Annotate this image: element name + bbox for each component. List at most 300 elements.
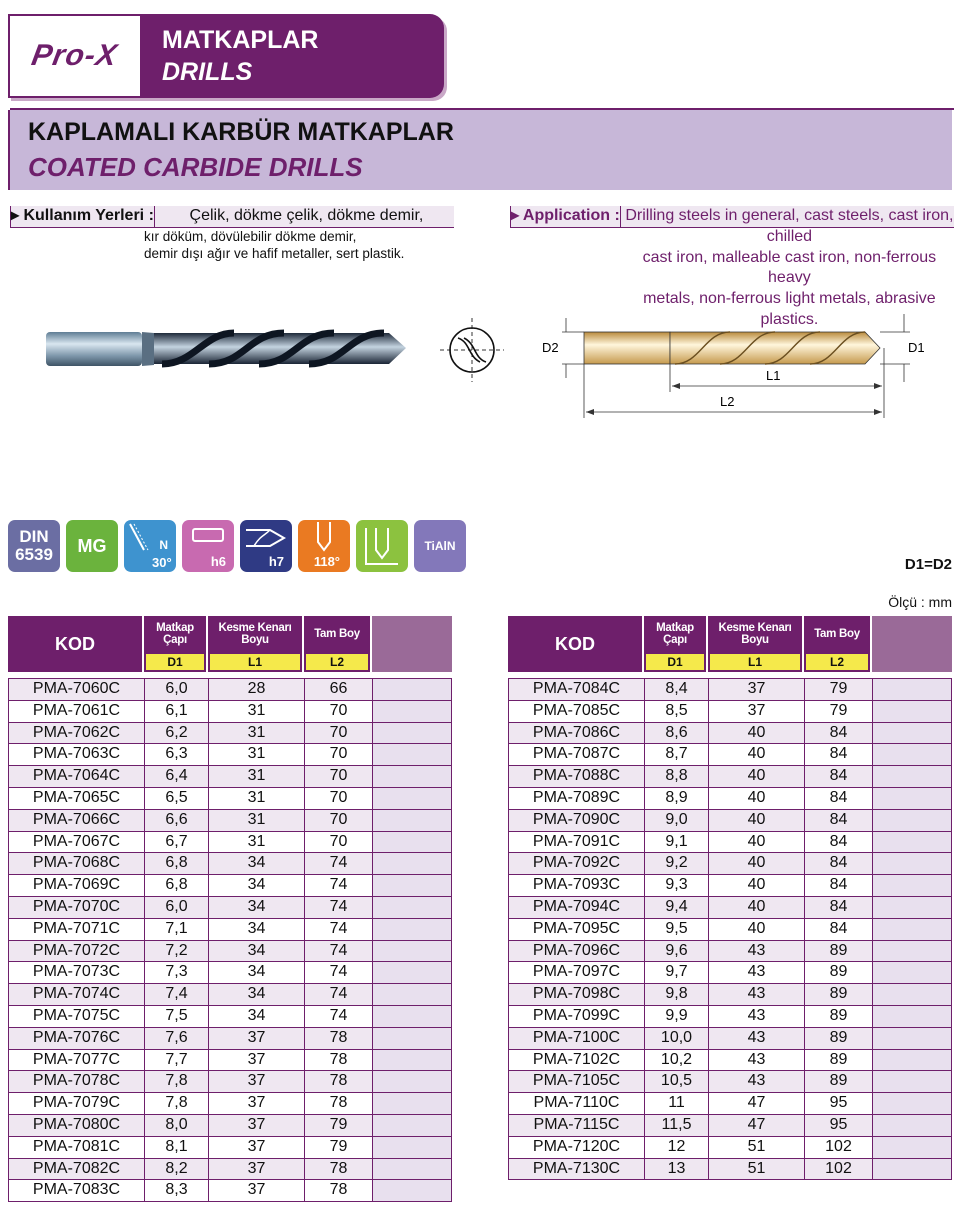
cell-kod: PMA-7063C	[8, 744, 144, 765]
cell-kod: PMA-7098C	[508, 984, 644, 1005]
cell-l2: 79	[304, 1115, 372, 1136]
cell-extra	[372, 766, 452, 787]
cell-l2: 102	[804, 1137, 872, 1158]
usage-tr-label: ▸ Kullanım Yerleri :	[10, 206, 154, 227]
table-header	[8, 616, 452, 672]
cell-kod: PMA-7102C	[508, 1050, 644, 1071]
cell-l2: 89	[804, 962, 872, 983]
cell-l1: 37	[208, 1093, 304, 1114]
cell-d1: 8,5	[644, 701, 708, 722]
table-row	[8, 766, 452, 788]
cell-extra	[872, 1115, 952, 1136]
table-row	[8, 1071, 452, 1093]
header-l1-symbol: L1	[210, 654, 300, 670]
diameter-equality: D1=D2	[904, 556, 952, 573]
cell-kod: PMA-7080C	[8, 1115, 144, 1136]
cell-d1: 7,3	[144, 962, 208, 983]
cell-l2: 89	[804, 1006, 872, 1027]
cell-l2: 95	[804, 1093, 872, 1114]
cell-extra	[372, 919, 452, 940]
cell-l1: 40	[708, 810, 804, 831]
diameter-tolerance-icon	[240, 520, 292, 572]
header-l2-symbol: L2	[806, 654, 868, 670]
cell-extra	[872, 1050, 952, 1071]
cell-l1: 37	[708, 701, 804, 722]
cell-kod: PMA-7087C	[508, 744, 644, 765]
cell-kod: PMA-7105C	[508, 1071, 644, 1092]
table-row	[508, 1159, 952, 1181]
cell-d1: 7,4	[144, 984, 208, 1005]
cell-l2: 70	[304, 701, 372, 722]
table-row	[508, 1115, 952, 1137]
cell-extra	[872, 1137, 952, 1158]
header-l2-symbol: L2	[306, 654, 368, 670]
cell-d1: 8,2	[144, 1159, 208, 1180]
cell-kod: PMA-7090C	[508, 810, 644, 831]
cell-extra	[372, 744, 452, 765]
unit-label: Ölçü : mm	[888, 594, 952, 610]
cell-extra	[372, 701, 452, 722]
mg-grade-icon	[66, 520, 118, 572]
cell-l1: 37	[208, 1180, 304, 1201]
cell-l1: 31	[208, 788, 304, 809]
cell-d1: 6,8	[144, 875, 208, 896]
cell-l1: 47	[708, 1093, 804, 1114]
table-row	[508, 701, 952, 723]
l1-label: L1	[766, 368, 781, 383]
cell-extra	[872, 701, 952, 722]
cell-kod: PMA-7100C	[508, 1028, 644, 1049]
header-l2-title: Tam Boy	[314, 628, 360, 640]
cell-extra	[872, 962, 952, 983]
cell-l1: 43	[708, 984, 804, 1005]
cell-kod: PMA-7096C	[508, 941, 644, 962]
cell-l1: 40	[708, 766, 804, 787]
cell-l2: 74	[304, 984, 372, 1005]
cell-kod: PMA-7064C	[8, 766, 144, 787]
cell-l1: 51	[708, 1137, 804, 1158]
cell-l2: 84	[804, 744, 872, 765]
cell-d1: 9,5	[644, 919, 708, 940]
cell-d1: 6,7	[144, 832, 208, 853]
header-l2	[804, 616, 870, 672]
cell-extra	[872, 1071, 952, 1092]
cell-kod: PMA-7097C	[508, 962, 644, 983]
cell-kod: PMA-7082C	[8, 1159, 144, 1180]
cell-d1: 9,0	[644, 810, 708, 831]
header-extra	[372, 616, 452, 672]
table-row	[508, 679, 952, 701]
cell-kod: PMA-7065C	[8, 788, 144, 809]
cell-kod: PMA-7070C	[8, 897, 144, 918]
product-table-right	[508, 616, 952, 1180]
table-row	[8, 1050, 452, 1072]
cell-kod: PMA-7130C	[508, 1159, 644, 1180]
usage-tr-line: kır döküm, dövülebilir dökme demir,	[144, 228, 357, 244]
cell-extra	[872, 766, 952, 787]
header-l2	[304, 616, 370, 672]
cell-kod: PMA-7083C	[8, 1180, 144, 1201]
product-table-left	[8, 616, 452, 1202]
cell-d1: 13	[644, 1159, 708, 1180]
table-row	[8, 1137, 452, 1159]
cell-l1: 34	[208, 897, 304, 918]
header-l1-title: Kesme Kenarı Boyu	[218, 622, 292, 646]
cell-l1: 40	[708, 875, 804, 896]
header-d1-symbol: D1	[146, 654, 204, 670]
cell-kod: PMA-7110C	[508, 1093, 644, 1114]
cell-l2: 84	[804, 766, 872, 787]
usage-en-line: cast iron, malleable cast iron, non-ferrous heavy	[642, 248, 937, 287]
cell-l1: 31	[208, 701, 304, 722]
cell-extra	[372, 1028, 452, 1049]
cell-extra	[372, 941, 452, 962]
table-row	[8, 744, 452, 766]
table-row	[8, 1028, 452, 1050]
cell-l2: 74	[304, 962, 372, 983]
point-angle: 118°	[313, 554, 340, 569]
table-row	[508, 832, 952, 854]
cell-l2: 74	[304, 1006, 372, 1027]
header-d1-title: Matkap Çapı	[656, 622, 694, 646]
cell-d1: 7,5	[144, 1006, 208, 1027]
cell-l1: 43	[708, 962, 804, 983]
cell-kod: PMA-7115C	[508, 1115, 644, 1136]
cell-l1: 40	[708, 853, 804, 874]
cell-d1: 7,8	[144, 1071, 208, 1092]
cell-extra	[372, 853, 452, 874]
cell-l2: 84	[804, 853, 872, 874]
cell-l2: 84	[804, 875, 872, 896]
cell-extra	[872, 810, 952, 831]
table-row	[8, 1093, 452, 1115]
header-extra	[872, 616, 952, 672]
cell-extra	[372, 679, 452, 700]
cell-kod: PMA-7088C	[508, 766, 644, 787]
table-row	[508, 1050, 952, 1072]
cell-l2: 79	[304, 1137, 372, 1158]
cell-l1: 43	[708, 1071, 804, 1092]
category-title-tr: MATKAPLAR	[162, 26, 319, 54]
cell-kod: PMA-7095C	[508, 919, 644, 940]
cell-l1: 37	[208, 1071, 304, 1092]
cell-extra	[872, 832, 952, 853]
cell-l1: 37	[708, 679, 804, 700]
cell-l1: 51	[708, 1159, 804, 1180]
cell-d1: 9,4	[644, 897, 708, 918]
cell-extra	[872, 1093, 952, 1114]
cell-kod: PMA-7089C	[508, 788, 644, 809]
cell-d1: 10,2	[644, 1050, 708, 1071]
table-row	[508, 941, 952, 963]
cell-kod: PMA-7091C	[508, 832, 644, 853]
cell-kod: PMA-7068C	[8, 853, 144, 874]
cell-extra	[372, 1115, 452, 1136]
cell-l1: 43	[708, 1006, 804, 1027]
table-row	[8, 875, 452, 897]
cell-kod: PMA-7079C	[8, 1093, 144, 1114]
cell-d1: 8,3	[144, 1180, 208, 1201]
helix-letter: N	[159, 538, 168, 552]
cell-d1: 10,0	[644, 1028, 708, 1049]
cell-extra	[872, 1006, 952, 1027]
cell-d1: 6,2	[144, 723, 208, 744]
cell-extra	[372, 832, 452, 853]
cell-extra	[872, 679, 952, 700]
table-row	[8, 1006, 452, 1028]
cell-l2: 70	[304, 788, 372, 809]
cell-l1: 40	[708, 723, 804, 744]
cell-l2: 78	[304, 1093, 372, 1114]
cell-l2: 102	[804, 1159, 872, 1180]
table-row	[8, 723, 452, 745]
table-row	[508, 919, 952, 941]
cell-l2: 70	[304, 766, 372, 787]
cell-l2: 95	[804, 1115, 872, 1136]
cell-kod: PMA-7062C	[8, 723, 144, 744]
cell-kod: PMA-7081C	[8, 1137, 144, 1158]
cell-l2: 78	[304, 1180, 372, 1201]
cell-kod: PMA-7073C	[8, 962, 144, 983]
d1-label: D1	[908, 340, 925, 355]
table-row	[8, 788, 452, 810]
helix-angle: 30°	[152, 555, 172, 570]
hole-geometry-icon	[356, 520, 408, 572]
header-d1-symbol: D1	[646, 654, 704, 670]
cell-kod: PMA-7076C	[8, 1028, 144, 1049]
cell-l2: 78	[304, 1050, 372, 1071]
cell-kod: PMA-7099C	[508, 1006, 644, 1027]
cell-extra	[872, 875, 952, 896]
cell-l2: 89	[804, 1050, 872, 1071]
cell-extra	[372, 1180, 452, 1201]
cell-extra	[872, 1159, 952, 1180]
cell-l1: 47	[708, 1115, 804, 1136]
usage-en-line: metals, non-ferrous light metals, abrasive plastics.	[643, 290, 936, 328]
usage-en-label: ▸ Application :	[510, 206, 620, 227]
cell-l2: 74	[304, 853, 372, 874]
table-row	[8, 919, 452, 941]
cell-extra	[372, 810, 452, 831]
cell-extra	[872, 941, 952, 962]
section-title-en: COATED CARBIDE DRILLS	[28, 152, 363, 182]
cell-l1: 40	[708, 788, 804, 809]
cell-d1: 6,0	[144, 897, 208, 918]
cell-d1: 9,8	[644, 984, 708, 1005]
cell-l1: 40	[708, 832, 804, 853]
cell-l1: 34	[208, 962, 304, 983]
cell-l2: 79	[804, 701, 872, 722]
brand-header	[8, 14, 444, 98]
table-row	[508, 766, 952, 788]
table-row	[8, 810, 452, 832]
cell-extra	[372, 1071, 452, 1092]
cell-extra	[372, 1159, 452, 1180]
cell-l2: 74	[304, 941, 372, 962]
cell-l1: 31	[208, 744, 304, 765]
cell-d1: 8,8	[644, 766, 708, 787]
cell-l2: 66	[304, 679, 372, 700]
cell-l2: 70	[304, 832, 372, 853]
section-title-tr: KAPLAMALI KARBÜR MATKAPLAR	[28, 118, 454, 146]
cell-l1: 31	[208, 723, 304, 744]
cell-d1: 6,5	[144, 788, 208, 809]
cell-extra	[872, 788, 952, 809]
table-row	[508, 723, 952, 745]
cell-l1: 37	[208, 1137, 304, 1158]
l2-label: L2	[720, 394, 735, 409]
cell-d1: 8,6	[644, 723, 708, 744]
cell-l2: 70	[304, 744, 372, 765]
cell-l2: 84	[804, 919, 872, 940]
cell-extra	[372, 1050, 452, 1071]
table-row	[8, 897, 452, 919]
cell-d1: 6,3	[144, 744, 208, 765]
cell-d1: 8,4	[644, 679, 708, 700]
section-band	[8, 110, 952, 190]
cell-l1: 31	[208, 766, 304, 787]
cell-d1: 9,3	[644, 875, 708, 896]
cell-l2: 70	[304, 723, 372, 744]
table-row	[8, 1180, 452, 1202]
cell-kod: PMA-7075C	[8, 1006, 144, 1027]
cell-extra	[372, 1093, 452, 1114]
usage-en	[510, 206, 958, 328]
technical-drawing	[540, 300, 952, 430]
table-row	[508, 897, 952, 919]
coating-label: TiAlN	[424, 539, 456, 553]
cell-l2: 89	[804, 941, 872, 962]
cell-kod: PMA-7092C	[508, 853, 644, 874]
table-row	[508, 962, 952, 984]
helix-angle-icon	[124, 520, 176, 572]
header-l2-title: Tam Boy	[814, 628, 860, 640]
cell-d1: 8,1	[144, 1137, 208, 1158]
cell-l2: 74	[304, 875, 372, 896]
cell-l2: 70	[304, 810, 372, 831]
cell-l1: 43	[708, 1050, 804, 1071]
table-row	[8, 1159, 452, 1181]
brand-logo	[8, 14, 142, 98]
table-row	[508, 788, 952, 810]
cell-kod: PMA-7066C	[8, 810, 144, 831]
table-body	[508, 678, 952, 1180]
shank-tolerance: h6	[210, 554, 226, 569]
category-title-en: DRILLS	[162, 58, 253, 86]
usage-en-line: Drilling steels in general, cast steels, cast iron, chilled	[625, 207, 954, 245]
cell-extra	[872, 744, 952, 765]
table-row	[8, 984, 452, 1006]
cell-d1: 8,0	[144, 1115, 208, 1136]
cell-extra	[372, 875, 452, 896]
cell-d1: 9,7	[644, 962, 708, 983]
table-row	[508, 875, 952, 897]
cell-l1: 37	[208, 1050, 304, 1071]
cell-l1: 37	[208, 1159, 304, 1180]
cell-d1: 8,7	[644, 744, 708, 765]
cell-l2: 79	[804, 679, 872, 700]
cell-d1: 12	[644, 1137, 708, 1158]
header-l1	[208, 616, 302, 672]
cell-d1: 7,8	[144, 1093, 208, 1114]
cell-kod: PMA-7094C	[508, 897, 644, 918]
cell-d1: 9,6	[644, 941, 708, 962]
diameter-tolerance: h7	[268, 554, 284, 569]
coating-icon	[414, 520, 466, 572]
cell-l1: 34	[208, 919, 304, 940]
cell-d1: 6,4	[144, 766, 208, 787]
cell-extra	[872, 919, 952, 940]
cell-d1: 9,2	[644, 853, 708, 874]
mg-label: MG	[77, 535, 107, 556]
cell-l2: 89	[804, 1071, 872, 1092]
cell-extra	[872, 984, 952, 1005]
header-d1-title: Matkap Çapı	[156, 622, 194, 646]
table-row	[8, 679, 452, 701]
cell-d1: 7,7	[144, 1050, 208, 1071]
cell-kod: PMA-7067C	[8, 832, 144, 853]
cell-kod: PMA-7069C	[8, 875, 144, 896]
header-d1	[144, 616, 206, 672]
table-row	[508, 984, 952, 1006]
cell-d1: 9,1	[644, 832, 708, 853]
cell-kod: PMA-7072C	[8, 941, 144, 962]
cell-d1: 7,6	[144, 1028, 208, 1049]
cell-l2: 84	[804, 788, 872, 809]
cell-l1: 34	[208, 875, 304, 896]
cell-l1: 40	[708, 897, 804, 918]
cell-l1: 34	[208, 853, 304, 874]
table-row	[8, 701, 452, 723]
cell-kod: PMA-7078C	[8, 1071, 144, 1092]
header-kod: KOD	[555, 633, 595, 654]
cell-l2: 84	[804, 897, 872, 918]
cell-extra	[372, 962, 452, 983]
cross-section-icon	[440, 318, 504, 382]
header-l1	[708, 616, 802, 672]
cell-extra	[872, 1028, 952, 1049]
cell-extra	[372, 1137, 452, 1158]
cell-l1: 37	[208, 1115, 304, 1136]
cell-l2: 89	[804, 984, 872, 1005]
cell-d1: 6,0	[144, 679, 208, 700]
header-d1	[644, 616, 706, 672]
cell-kod: PMA-7086C	[508, 723, 644, 744]
cell-extra	[372, 984, 452, 1005]
cell-kod: PMA-7077C	[8, 1050, 144, 1071]
cell-d1: 11,5	[644, 1115, 708, 1136]
cell-extra	[872, 897, 952, 918]
cell-l1: 37	[208, 1028, 304, 1049]
cell-extra	[372, 723, 452, 744]
cell-kod: PMA-7085C	[508, 701, 644, 722]
cell-l2: 74	[304, 897, 372, 918]
table-row	[508, 853, 952, 875]
table-row	[8, 941, 452, 963]
cell-d1: 10,5	[644, 1071, 708, 1092]
d2-label: D2	[542, 340, 559, 355]
table-header	[508, 616, 952, 672]
cell-l1: 34	[208, 1006, 304, 1027]
cell-d1: 7,1	[144, 919, 208, 940]
cell-kod: PMA-7084C	[508, 679, 644, 700]
usage-tr	[10, 206, 470, 262]
usage-tr-line: Çelik, dökme çelik, dökme demir,	[189, 207, 424, 224]
cell-l1: 31	[208, 810, 304, 831]
cell-kod: PMA-7061C	[8, 701, 144, 722]
cell-l2: 78	[304, 1028, 372, 1049]
din-6539-icon	[8, 520, 60, 572]
